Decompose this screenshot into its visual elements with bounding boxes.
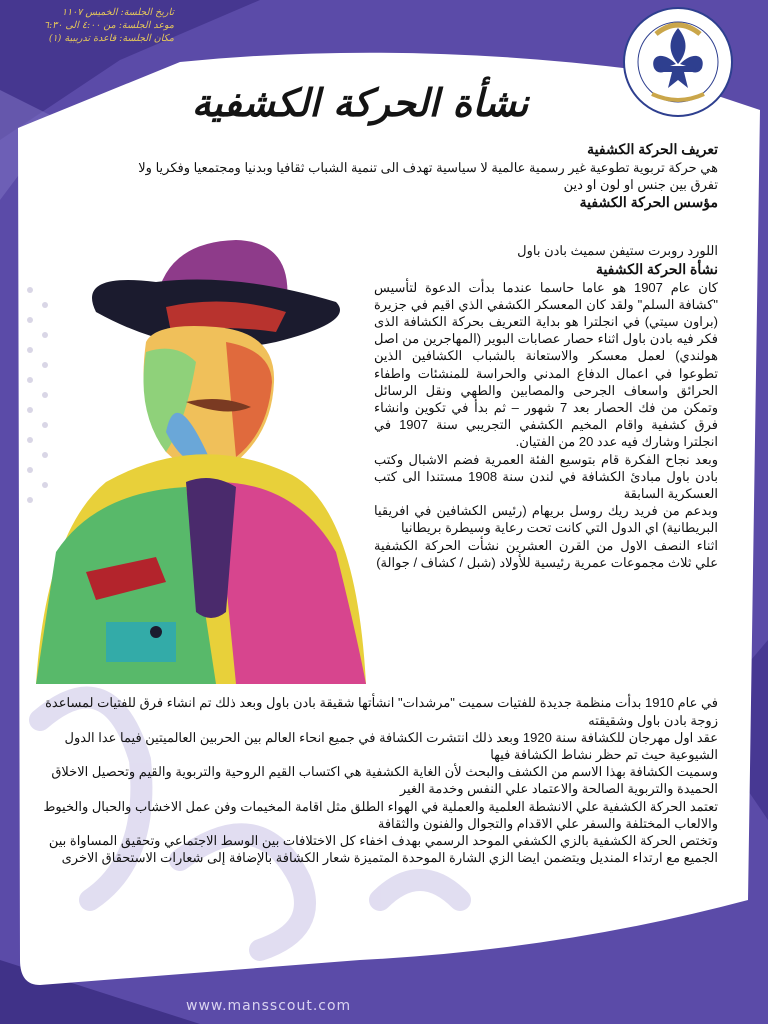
origin-paragraph-2: وبعد نجاح الفكرة قام بتوسيع الفئة العمرية فضم الاشبال وكتب بادن باول مبادئ الكشافة في لندن سنة 1908 مستندا الى كتب العسكرية السابقة bbox=[374, 451, 718, 502]
content-area bbox=[28, 140, 718, 866]
origin-heading: نشأة الحركة الكشفية bbox=[595, 260, 718, 277]
name-meaning-paragraph: وسميت الكشافة بهذا الاسم من الكشف والبحث لأن الغاية الكشفية هي اكتساب القيم الروحية والتربوية والقيم وتحصيل الاخلاق الحميدة والتربوية الصالحة والاعتماد علي النفس وخدمة الغير bbox=[51, 764, 718, 797]
jamboree-paragraph: عقد اول مهرجان للكشافة سنة 1920 وبعد ذلك انتشرت الكشافة في جميع انحاء العالم بين الحربين العالميتين فيما عدا الدول الشيوعية حيث تم حظر نشاط الكشافة فيها bbox=[64, 729, 718, 763]
origin-paragraph-1: كان عام 1907 هو عاما حاسما عندما بدأت الدعوة لتأسيس "كشافة السلم" ولقد كان المعسكر الكشفي الذي اقيم في جزيرة (براون سيتي) في انجلترا هو بداية التعريف بحركة الكشافة الذى فكر فيه بادن باول اثناء حصار عصابات البوير (المهاجرين من اصل هولندي) لعمل معسكر والاستعانة بالشباب الكشافين الذين تطوعوا في اعمال الدفاع المدني والحراسة للمنشئات واطفاء الحرائق واسعاف الجرحى والمصابين والطهي ونقل الرسائل وتمكن من فك الحصار بعد 7 شهور – ثم بدأ في تكوين وانشاء فرق كشفية واقام المخيم الكشفي التجريبي سنة 1907 في انجلترا وشارك فيه عدد 20 من الفتيان. bbox=[374, 279, 718, 450]
session-info bbox=[14, 6, 174, 45]
session-date: تاريخ الجلسة: الخميس ١١٠٧ bbox=[61, 7, 174, 18]
origin-paragraph-4: اثناء النصف الاول من القرن العشرين نشأت الحركة الكشفية علي ثلاث مجموعات عمرية رئيسية للأولاد (شبل / كشاف / جوالة) bbox=[374, 537, 718, 570]
page-title: نشأة الحركة الكشفية bbox=[191, 80, 529, 125]
founder-name: اللورد روبرت ستيفن سميث بادن باول bbox=[517, 243, 718, 259]
founder-heading: مؤسس الحركة الكشفية bbox=[579, 194, 718, 211]
definition-heading: تعريف الحركة الكشفية bbox=[587, 141, 718, 157]
scout-logo bbox=[622, 6, 734, 118]
definition-line-1: هي حركة تربوية تطوعية غير رسمية عالمية لا سياسية تهدف الى تنمية الشباب ثقافيا وبدنيا ومجتمعيا وفكريا ولا bbox=[138, 160, 718, 175]
spacer bbox=[28, 212, 718, 242]
girls-guides-paragraph: في عام 1910 بدأت منظمة جديدة للفتيات سميت "مرشدات" انشأتها شقيقة بادن باول وبعد ذلك تم انشاء فرق للفتيات لمساعدة زوجة بادن باول وشقيقته bbox=[45, 695, 718, 728]
footer-url[interactable]: www.mansscout.com bbox=[186, 998, 352, 1014]
session-place: مكان الجلسة: قاعدة تدريبية (١) bbox=[48, 33, 174, 44]
portrait-space bbox=[24, 242, 364, 694]
session-time: موعد الجلسة: من ٤:٠٠ الى ٦:٣٠ bbox=[43, 20, 174, 31]
uniform-paragraph: وتختص الحركة الكشفية بالزي الكشفي الموحد الرسمي بهدف اخفاء كل الاختلافات بين الوسط الاجتماعي وتحقيق المساواة بين الجميع مع ارتداء المنديل ويتضمن ايضا الزي الشارة الموحدة المتميزة شعار الكشافة بالإضافة إلى شعارات الاستحقاق الاخرى bbox=[48, 833, 718, 866]
activities-paragraph: تعتمد الحركة الكشفية علي الانشطة العلمية والعملية في الهواء الطلق مثل اقامة المخيمات وفن عمل الاخشاب والحبال والخيوط والالعاب المختلفة والسفر علي الاقدام والتجوال والفنون والثقافة bbox=[43, 798, 718, 831]
origin-paragraph-3: وبدعم من فريد ريك روسل بريهام (رئيس الكشافين في افريقيا البريطانية) اي الدول التي كانت تحت رعاية وسيطرة بريطانيا bbox=[374, 503, 718, 536]
definition-line-2: تفرق بين جنس او لون او دين bbox=[563, 177, 718, 193]
